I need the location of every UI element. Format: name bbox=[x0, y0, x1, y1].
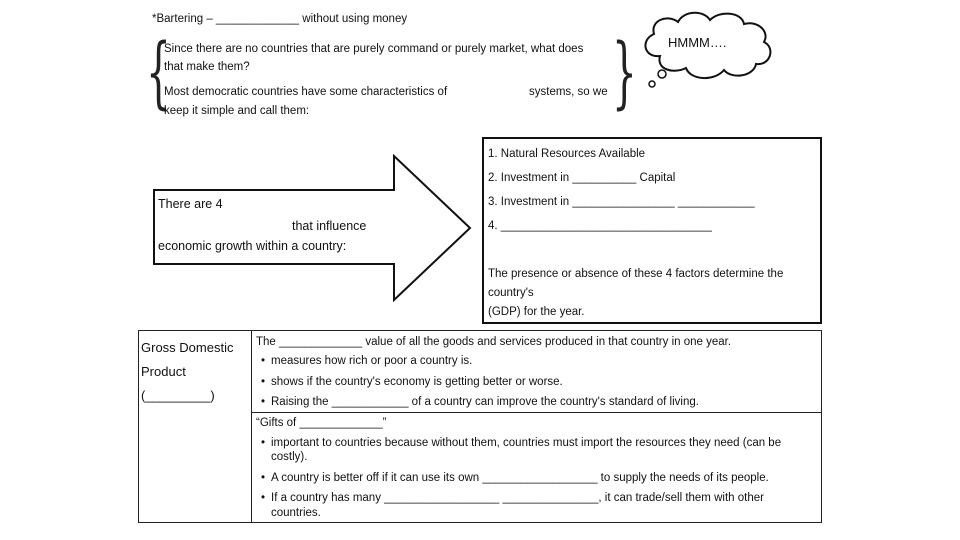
factors-summary-1: The presence or absence of these 4 factors determine the bbox=[488, 268, 784, 280]
bullet-icon: • bbox=[261, 492, 266, 504]
arrow-line-1: There are 4 bbox=[158, 197, 223, 211]
factor-item: 2. Investment in __________ Capital bbox=[488, 172, 676, 184]
gdp-label-line-1: Gross Domestic bbox=[141, 340, 234, 355]
bullet-icon: • bbox=[261, 355, 266, 367]
characteristics-line-b: systems, so we bbox=[529, 86, 608, 98]
thought-text: HMMM…. bbox=[668, 35, 727, 50]
factor-item: 4. _________________________________ bbox=[488, 220, 712, 232]
factor-item: 1. Natural Resources Available bbox=[488, 148, 646, 160]
bullet-icon: • bbox=[261, 376, 266, 388]
question-line-2: that make them? bbox=[164, 61, 250, 73]
bullet-icon: • bbox=[261, 437, 266, 449]
characteristics-line-a: Most democratic countries have some characteristics of bbox=[164, 86, 448, 98]
arrow-line-2: that influence bbox=[292, 219, 367, 233]
list-item: • measures how rich or poor a country is. bbox=[261, 355, 473, 367]
list-item: • Raising the ____________ of a country can improve the country's standard of living. bbox=[261, 396, 699, 408]
gdp-label-line-2: Product bbox=[141, 364, 186, 379]
table-divider-vertical bbox=[251, 331, 252, 522]
table-divider-horizontal bbox=[251, 412, 821, 413]
gifts-heading: “Gifts of _____________” bbox=[256, 417, 387, 429]
arrow-line-3: economic growth within a country: bbox=[158, 239, 347, 253]
factors-summary-3: (GDP) for the year. bbox=[488, 306, 585, 318]
gdp-definition: The _____________ value of all the goods and services produced in that country in one year. bbox=[256, 336, 732, 348]
bullet-icon: • bbox=[261, 472, 266, 484]
gdp-label bbox=[141, 336, 233, 408]
list-item: • important to countries because without them, countries must import the resources they need (can be bbox=[261, 437, 782, 449]
bartering-line: *Bartering – _____________ without using money bbox=[152, 13, 408, 25]
question-line-1: Since there are no countries that are purely command or purely market, what does bbox=[164, 43, 584, 55]
left-brace-icon: { bbox=[146, 28, 171, 118]
list-item: • A country is better off if it can use its own __________________ to supply the needs of its people. bbox=[261, 472, 769, 484]
list-item-continued: countries. bbox=[271, 507, 321, 519]
factors-box bbox=[482, 137, 822, 324]
list-item: • shows if the country's economy is getting better or worse. bbox=[261, 376, 563, 388]
factors-summary-2: country's bbox=[488, 287, 534, 299]
characteristics-line-2: keep it simple and call them: bbox=[164, 105, 310, 117]
bullet-icon: • bbox=[261, 396, 266, 408]
gdp-label-line-3: (_________) bbox=[141, 388, 215, 403]
factor-item: 3. Investment in ________________ ____________ bbox=[488, 196, 755, 208]
list-item: • If a country has many __________________ _______________, it can trade/sell them with other bbox=[261, 492, 764, 504]
gdp-table bbox=[138, 330, 822, 523]
right-brace-icon: } bbox=[612, 28, 637, 118]
list-item-continued: costly). bbox=[271, 451, 308, 463]
